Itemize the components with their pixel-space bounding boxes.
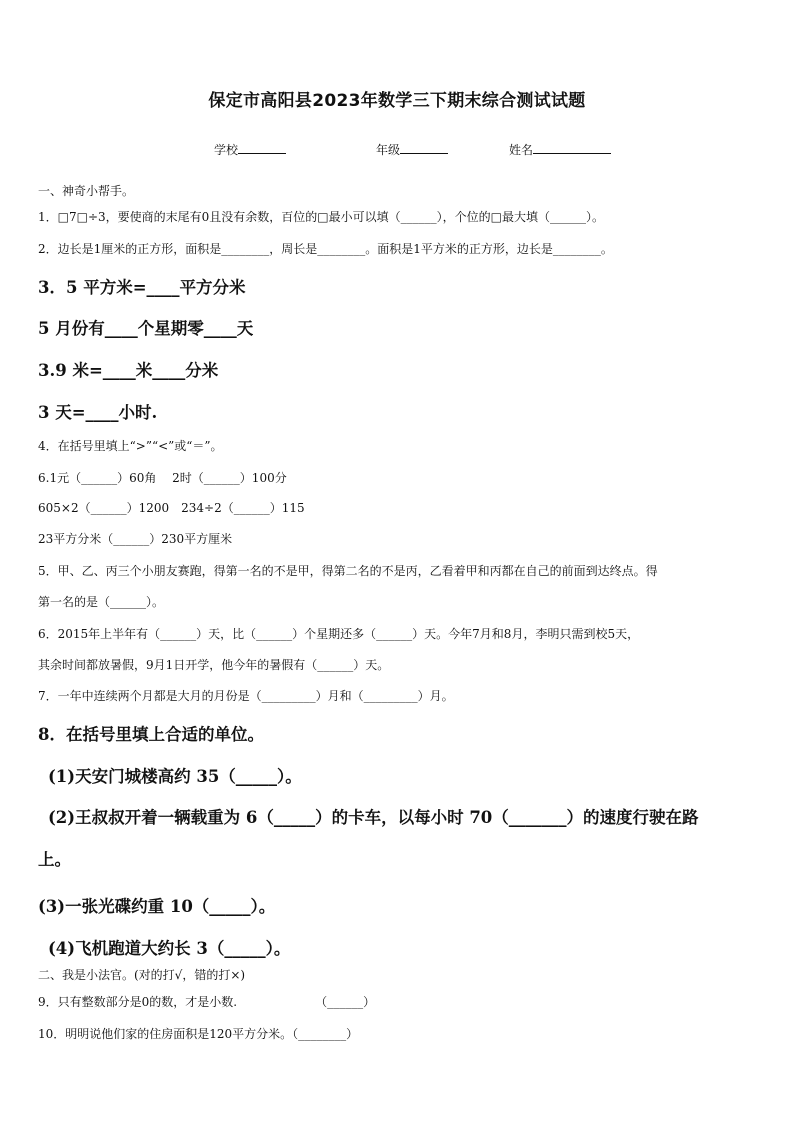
name-blank[interactable]	[533, 142, 611, 154]
page-title: 保定市高阳县2023年数学三下期末综合测试试题	[208, 91, 586, 111]
question-1: 1．□7□÷3，要使商的末尾有0且没有余数，百位的□最小可以填（______），个位的□最大填（______）。	[38, 210, 604, 224]
question-5-continued: 第一名的是（______）。	[38, 595, 165, 609]
question-8-part-2-continued: 上。	[38, 850, 71, 869]
question-2: 2．边长是1厘米的正方形，面积是________，周长是________。面积是1平方米的正方形，边长是________。	[38, 242, 613, 256]
question-4-row-3: 23平方分米（______）230平方厘米	[38, 532, 233, 546]
question-7: 7．一年中连续两个月都是大月的月份是（_________）月和（_________）月。	[38, 689, 454, 703]
question-8-part-3: (3)一张光碟约重 10（_____）。	[38, 897, 276, 916]
name-field	[509, 141, 611, 158]
school-blank[interactable]	[238, 142, 286, 154]
school-field	[214, 141, 286, 158]
question-8: 8．在括号里填上合适的单位。	[38, 725, 264, 744]
question-3-part-1: 3．5 平方米=____平方分米	[38, 278, 246, 297]
question-8-part-4: (4)飞机跑道大约长 3（_____）。	[48, 939, 291, 958]
school-label: 学校	[214, 143, 239, 157]
question-10: 10．明明说他们家的住房面积是120平方分米。（________）	[38, 1027, 359, 1041]
question-4: 4．在括号里填上“>”“<”或“＝”。	[38, 439, 223, 453]
question-9: 9．只有整数部分是0的数，才是小数. （______）	[38, 995, 376, 1009]
question-8-part-2: (2)王叔叔开着一辆载重为 6（_____）的卡车，以每小时 70（_______）的速度行驶在路	[48, 808, 699, 827]
question-4-row-2: 605×2（______）1200 234÷2（______）115	[38, 501, 305, 515]
question-8-part-1: (1)天安门城楼高约 35（_____）。	[48, 767, 302, 786]
question-3-part-3: 3.9 米=____米____分米	[38, 361, 219, 380]
name-label: 姓名	[509, 143, 534, 157]
question-3-part-2: 5 月份有____个星期零____天	[38, 319, 254, 338]
question-5: 5．甲、乙、丙三个小朋友赛跑，得第一名的不是甲，得第二名的不是丙，乙看着甲和丙都在自己的前面到达终点。得	[38, 564, 658, 578]
question-6-continued: 其余时间都放暑假，9月1日开学，他今年的暑假有（______）天。	[38, 658, 390, 672]
section-2-heading: 二、我是小法官。(对的打√，错的打×)	[38, 968, 246, 982]
section-1-heading: 一、神奇小帮手。	[38, 184, 135, 198]
question-4-row-1: 6.1元（______）60角 2时（______）100分	[38, 471, 287, 485]
grade-blank[interactable]	[400, 142, 448, 154]
grade-label: 年级	[376, 143, 401, 157]
question-6: 6．2015年上半年有（______）天，比（______）个星期还多（______）天。今年7月和8月，李明只需到校5天，	[38, 627, 640, 641]
question-3-part-4: 3 天=____小时.	[38, 403, 158, 422]
grade-field	[376, 141, 448, 158]
